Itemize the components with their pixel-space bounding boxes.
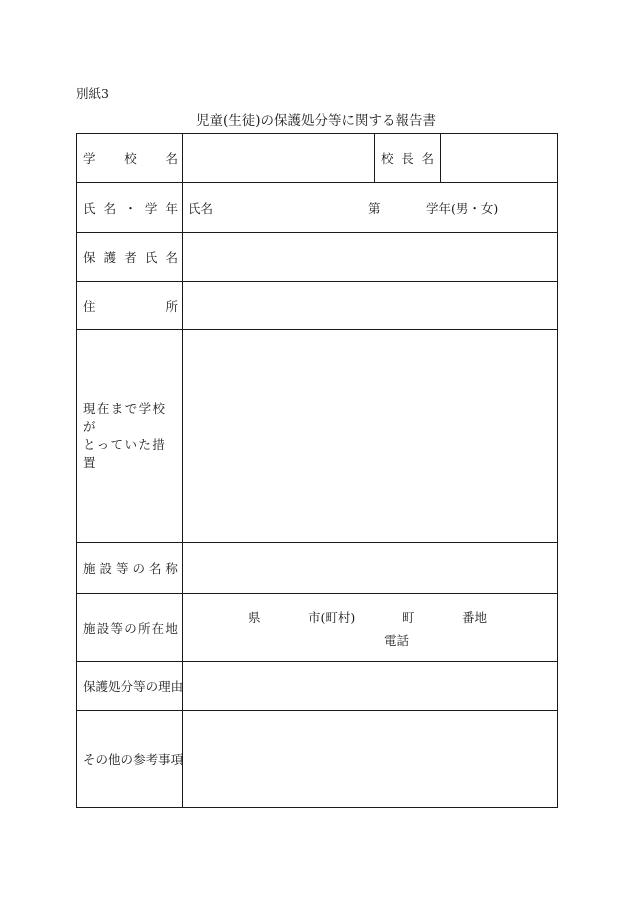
school-name-field[interactable] <box>183 134 375 183</box>
facility-location-label-cell <box>77 594 183 662</box>
reason-label: 保 護 処 分 等 の 理 由 <box>83 679 184 694</box>
other-row <box>77 711 558 808</box>
name-grade-field[interactable] <box>183 183 558 233</box>
facility-location-row <box>77 594 558 662</box>
measures-label-cell <box>77 330 183 543</box>
document-id: 別紙3 <box>76 86 109 101</box>
facility-location-label: 施 設 等 の 所 在 地 <box>83 620 178 636</box>
name-prefix: 氏名 <box>188 201 214 216</box>
reason-field[interactable] <box>183 662 558 711</box>
loc-banchi: 番地 <box>462 610 488 625</box>
loc-phone: 電話 <box>384 633 410 648</box>
loc-town: 町 <box>402 610 415 625</box>
guardian-name-field[interactable] <box>183 233 558 282</box>
report-form-table <box>76 133 558 808</box>
facility-name-row <box>77 543 558 594</box>
principal-name-label-cell <box>375 134 441 183</box>
name-grade-label: 氏 名 ・ 学 年 <box>83 200 178 216</box>
address-label: 住 所 <box>83 298 178 314</box>
guardian-name-label: 保 護 者 氏 名 <box>83 250 178 265</box>
loc-prefecture: 県 <box>248 610 261 625</box>
facility-name-label-cell <box>77 543 183 594</box>
document-title: 児童(生徒)の保護処分等に関する報告書 <box>195 113 437 129</box>
measures-label-line1: 現在まで学校が <box>83 401 167 434</box>
measures-field[interactable] <box>183 330 558 543</box>
address-row <box>77 282 558 330</box>
name-grade-row <box>77 183 558 233</box>
name-grade-label-cell <box>77 183 183 233</box>
other-label-cell <box>77 711 183 808</box>
facility-name-field[interactable] <box>183 543 558 594</box>
address-field[interactable] <box>183 282 558 330</box>
grade-suffix: 学年(男・女) <box>426 201 499 216</box>
loc-city: 市(町村) <box>308 610 356 625</box>
principal-name-field[interactable] <box>441 134 558 183</box>
guardian-row <box>77 233 558 282</box>
reason-row <box>77 662 558 711</box>
school-name-label: 学 校 名 <box>83 151 178 166</box>
facility-location-field[interactable] <box>183 594 558 662</box>
address-label-cell <box>77 282 183 330</box>
measures-label-line2: とっていた措置 <box>83 437 167 470</box>
other-label: そ の 他 の 参 考 事 項 <box>83 752 184 767</box>
measures-row <box>77 330 558 543</box>
reason-label-cell <box>77 662 183 711</box>
other-field[interactable] <box>183 711 558 808</box>
grade-prefix: 第 <box>368 201 381 216</box>
measures-label <box>83 400 178 472</box>
facility-name-label: 施 設 等 の 名 称 <box>83 561 178 576</box>
principal-name-label: 校 長 名 <box>381 151 434 166</box>
school-name-label-cell <box>77 134 183 183</box>
guardian-name-label-cell <box>77 233 183 282</box>
school-row <box>77 134 558 183</box>
